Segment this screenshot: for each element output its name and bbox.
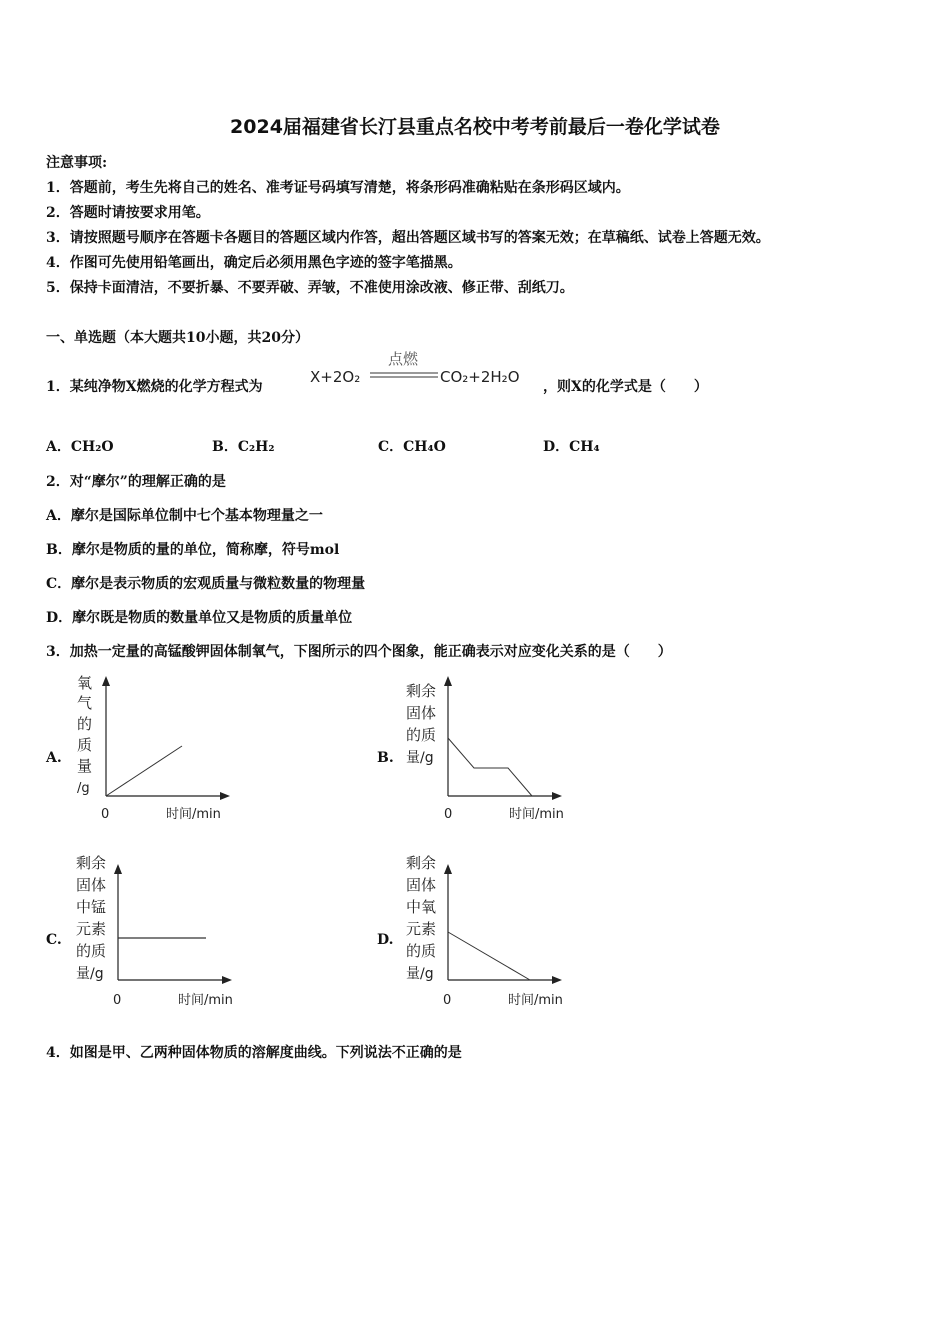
graph-c-ylabel: 固体 [76,876,107,894]
notice-heading: 注意事项: [46,155,108,171]
graph-a-origin: 0 [101,807,110,822]
graph-c-ylabel: 量/g [76,966,104,982]
graph-d-ylabel: 剩余 [406,854,437,872]
graph-d-ylabel: 的质 [406,942,437,960]
graph-b [402,668,592,828]
graph-d-label: D. [377,932,394,948]
graph-a-xlabel: 时间/min [166,807,221,822]
graph-c-label: C. [46,932,62,948]
equation-condition: 点燃 [388,350,419,368]
graph-b-ylabel: 的质 [406,726,437,744]
graph-a-ylabel: 的 [77,715,93,733]
graph-a-ylabel: 氧 [77,674,93,692]
graph-b-ylabel: 剩余 [406,682,437,700]
graph-b-xlabel: 时间/min [509,807,564,822]
page-title: 2024届福建省长汀县重点名校中考考前最后一卷化学试卷 [230,116,720,138]
graph-d-ylabel: 量/g [406,966,434,982]
graph-b-ylabel: 量/g [406,750,434,766]
q2-option-c: C．摩尔是表示物质的宏观质量与微粒数量的物理量 [46,576,366,592]
graph-c-origin: 0 [113,993,122,1008]
graph-c-ylabel: 元素 [76,920,107,938]
graph-c [72,852,262,1014]
question-2-stem: 2．对“摩尔”的理解正确的是 [46,474,226,490]
graph-b-ylabel: 固体 [406,704,437,722]
graph-d-origin: 0 [443,993,452,1008]
question-1-stem: 1．某纯净物X燃烧的化学方程式为 [46,379,263,395]
equation-left: X+2O₂ [310,368,361,386]
graph-d-ylabel: 元素 [406,920,437,938]
graph-b-label: B. [377,750,394,766]
notice-item: 1．答题前，考生先将自己的姓名、准考证号码填写清楚，将条形码准确粘贴在条形码区域内。 [46,180,630,196]
notice-item: 2．答题时请按要求用笔。 [46,205,210,221]
q2-option-d: D．摩尔既是物质的数量单位又是物质的质量单位 [46,610,353,626]
section-heading: 一、单选题（本大题共10小题，共20分） [46,330,309,346]
graph-a [70,668,250,828]
graph-a-ylabel: /g [77,781,90,796]
graph-a-ylabel: 质 [77,736,93,754]
notice-item: 5．保持卡面清洁，不要折暴、不要弄破、弄皱，不准使用涂改液、修正带、刮纸刀。 [46,280,574,296]
q1-option-d: D．CH₄ [543,439,600,455]
graph-a-ylabel: 量 [77,757,93,775]
graph-d-ylabel: 中氧 [406,898,437,916]
question-3-stem: 3．加热一定量的高锰酸钾固体制氧气，下图所示的四个图象，能正确表示对应变化关系的是（ ） [46,644,672,660]
graph-d [402,852,592,1014]
graph-d-xlabel: 时间/min [508,993,563,1008]
question-1-tail: ，则X的化学式是（ ） [543,379,708,395]
graph-b-origin: 0 [444,807,453,822]
graph-d-ylabel: 固体 [406,876,437,894]
question-4-stem: 4．如图是甲、乙两种固体物质的溶解度曲线。下列说法不正确的是 [46,1045,462,1061]
graph-c-ylabel: 的质 [76,942,107,960]
q1-option-c: C．CH₄O [378,439,446,455]
graph-c-ylabel: 中锰 [76,898,107,916]
graph-c-ylabel: 剩余 [76,854,107,872]
chemical-equation [310,346,542,394]
q2-option-a: A．摩尔是国际单位制中七个基本物理量之一 [46,508,323,524]
graph-c-xlabel: 时间/min [178,993,233,1008]
q1-option-b: B．C₂H₂ [212,439,275,455]
q2-option-b: B．摩尔是物质的量的单位，简称摩，符号mol [46,542,340,558]
notice-item: 3．请按照题号顺序在答题卡各题目的答题区域内作答，超出答题区域书写的答案无效；在草稿纸、试卷上答题无效。 [46,230,770,246]
notice-item: 4．作图可先使用铅笔画出，确定后必须用黑色字迹的签字笔描黑。 [46,255,462,271]
q1-option-a: A．CH₂O [46,439,114,455]
graph-a-ylabel: 气 [77,694,93,712]
graph-a-label: A. [46,750,62,766]
equation-right: CO₂+2H₂O [440,368,520,386]
